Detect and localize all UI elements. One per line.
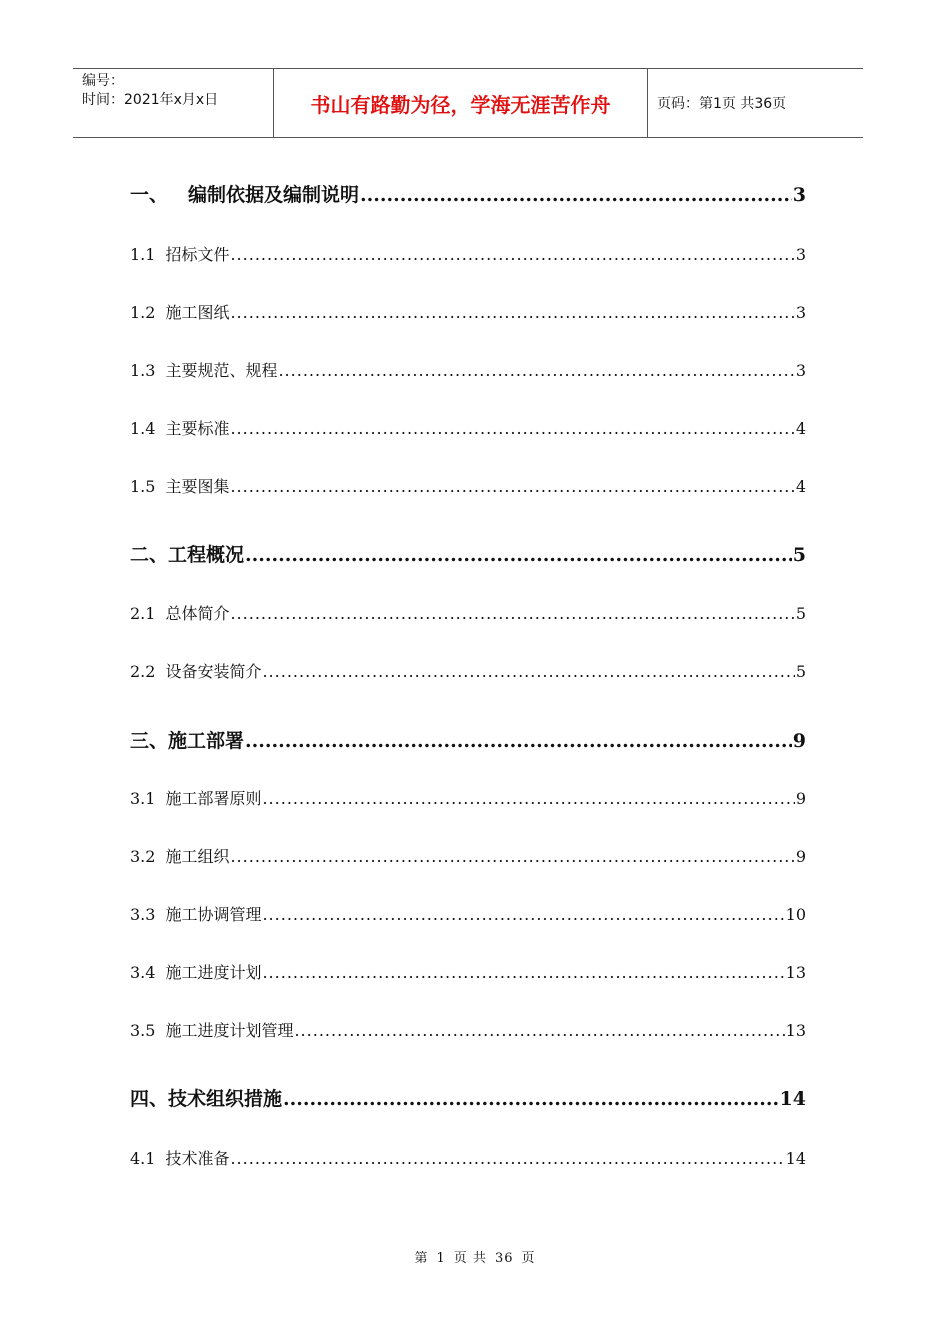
toc-page-number: 3	[795, 245, 806, 264]
toc-dot-leader	[230, 604, 794, 623]
toc-subsection-row[interactable]	[130, 416, 806, 439]
toc-number: 三、	[130, 730, 169, 752]
toc-title: 施工图纸	[165, 303, 230, 322]
toc-title: 工程概况	[168, 544, 245, 566]
toc-title: 施工进度计划	[165, 963, 262, 982]
toc-dot-leader	[278, 361, 794, 380]
toc-dot-leader	[262, 905, 784, 924]
toc-dot-leader	[245, 730, 792, 752]
toc-page-number: 14	[779, 1088, 806, 1110]
footer-mid: 页 共	[453, 1251, 487, 1266]
toc-page-number: 9	[795, 789, 806, 808]
toc-number: 2.2	[130, 662, 156, 681]
toc-dot-leader	[230, 1149, 784, 1168]
toc-title: 主要图集	[165, 477, 230, 496]
toc-number: 1.1	[130, 245, 156, 264]
toc-section-row[interactable]	[130, 540, 806, 567]
toc-number: 四、	[130, 1088, 169, 1110]
toc-title: 技术组织措施	[168, 1088, 283, 1110]
page-footer	[0, 1247, 950, 1266]
footer-current-page: 1	[436, 1251, 446, 1266]
toc-dot-leader	[294, 1021, 784, 1040]
toc-dot-leader	[230, 477, 794, 496]
toc-subsection-row[interactable]	[130, 786, 806, 809]
footer-suffix: 页	[521, 1251, 536, 1266]
toc-title: 主要标准	[165, 419, 230, 438]
toc-subsection-row[interactable]	[130, 601, 806, 624]
toc-number: 1.5	[130, 477, 156, 496]
toc-section-row[interactable]	[130, 180, 806, 207]
toc-page-number: 5	[792, 544, 806, 566]
toc-title: 施工组织	[165, 847, 230, 866]
toc-dot-leader	[262, 963, 784, 982]
toc-dot-leader	[283, 1088, 779, 1110]
toc-number: 3.5	[130, 1021, 156, 1040]
toc-number: 一、	[130, 184, 169, 206]
toc-dot-leader	[230, 419, 794, 438]
toc-title: 施工进度计划管理	[165, 1021, 294, 1040]
toc-dot-leader	[230, 303, 794, 322]
toc-page-number: 3	[795, 361, 806, 380]
toc-subsection-row[interactable]	[130, 300, 806, 323]
toc-dot-leader	[230, 847, 794, 866]
toc-number: 1.3	[130, 361, 156, 380]
toc-number: 1.4	[130, 419, 156, 438]
toc-subsection-row[interactable]	[130, 902, 806, 925]
toc-number: 2.1	[130, 604, 156, 623]
toc-number: 3.1	[130, 789, 156, 808]
toc-dot-leader	[245, 544, 792, 566]
toc-page-number: 3	[792, 184, 806, 206]
toc-title: 技术准备	[165, 1149, 230, 1168]
toc-subsection-row[interactable]	[130, 474, 806, 497]
toc-page-number: 13	[785, 1021, 806, 1040]
header-meta	[73, 69, 274, 137]
header-page-info: 页码：第1页 共36页	[657, 96, 787, 112]
toc-page-number: 5	[795, 662, 806, 681]
toc-title: 设备安装简介	[165, 662, 262, 681]
toc-number: 3.3	[130, 905, 156, 924]
toc-subsection-row[interactable]	[130, 844, 806, 867]
toc-dot-leader	[230, 245, 794, 264]
toc-section-row[interactable]	[130, 726, 806, 753]
toc-section-row[interactable]	[130, 1084, 806, 1111]
toc-title: 主要规范、规程	[165, 361, 278, 380]
toc-number: 3.4	[130, 963, 156, 982]
toc-page-number: 9	[792, 730, 806, 752]
page-header	[73, 68, 863, 138]
toc-title: 总体简介	[165, 604, 230, 623]
header-motto: 书山有路勤为径，学海无涯苦作舟	[274, 69, 648, 137]
footer-prefix: 第	[414, 1251, 429, 1266]
toc-page-number: 3	[795, 303, 806, 322]
toc-title: 编制依据及编制说明	[188, 184, 360, 206]
toc-dot-leader	[262, 662, 794, 681]
document-id-label: 编号：	[82, 73, 124, 89]
toc-subsection-row[interactable]	[130, 242, 806, 265]
toc-number: 3.2	[130, 847, 156, 866]
toc-subsection-row[interactable]	[130, 1146, 806, 1169]
toc-page-number: 9	[795, 847, 806, 866]
toc-page-number: 14	[785, 1149, 806, 1168]
toc-title: 施工部署原则	[165, 789, 262, 808]
toc-number: 4.1	[130, 1149, 156, 1168]
toc-page-number: 4	[795, 419, 806, 438]
toc-page-number: 4	[795, 477, 806, 496]
toc-title: 招标文件	[165, 245, 230, 264]
toc-number: 1.2	[130, 303, 156, 322]
toc-subsection-row[interactable]	[130, 1018, 806, 1041]
document-time: 时间：2021年x月x日	[82, 92, 219, 108]
toc-subsection-row[interactable]	[130, 960, 806, 983]
toc-page-number: 10	[785, 905, 806, 924]
toc-number: 二、	[130, 544, 169, 566]
toc-subsection-row[interactable]	[130, 358, 806, 381]
toc-title: 施工部署	[168, 730, 245, 752]
toc-subsection-row[interactable]	[130, 659, 806, 682]
toc-page-number: 13	[785, 963, 806, 982]
toc-dot-leader	[360, 184, 792, 206]
footer-total-pages: 36	[494, 1251, 514, 1266]
toc-title: 施工协调管理	[165, 905, 262, 924]
toc-page-number: 5	[795, 604, 806, 623]
toc-dot-leader	[262, 789, 794, 808]
